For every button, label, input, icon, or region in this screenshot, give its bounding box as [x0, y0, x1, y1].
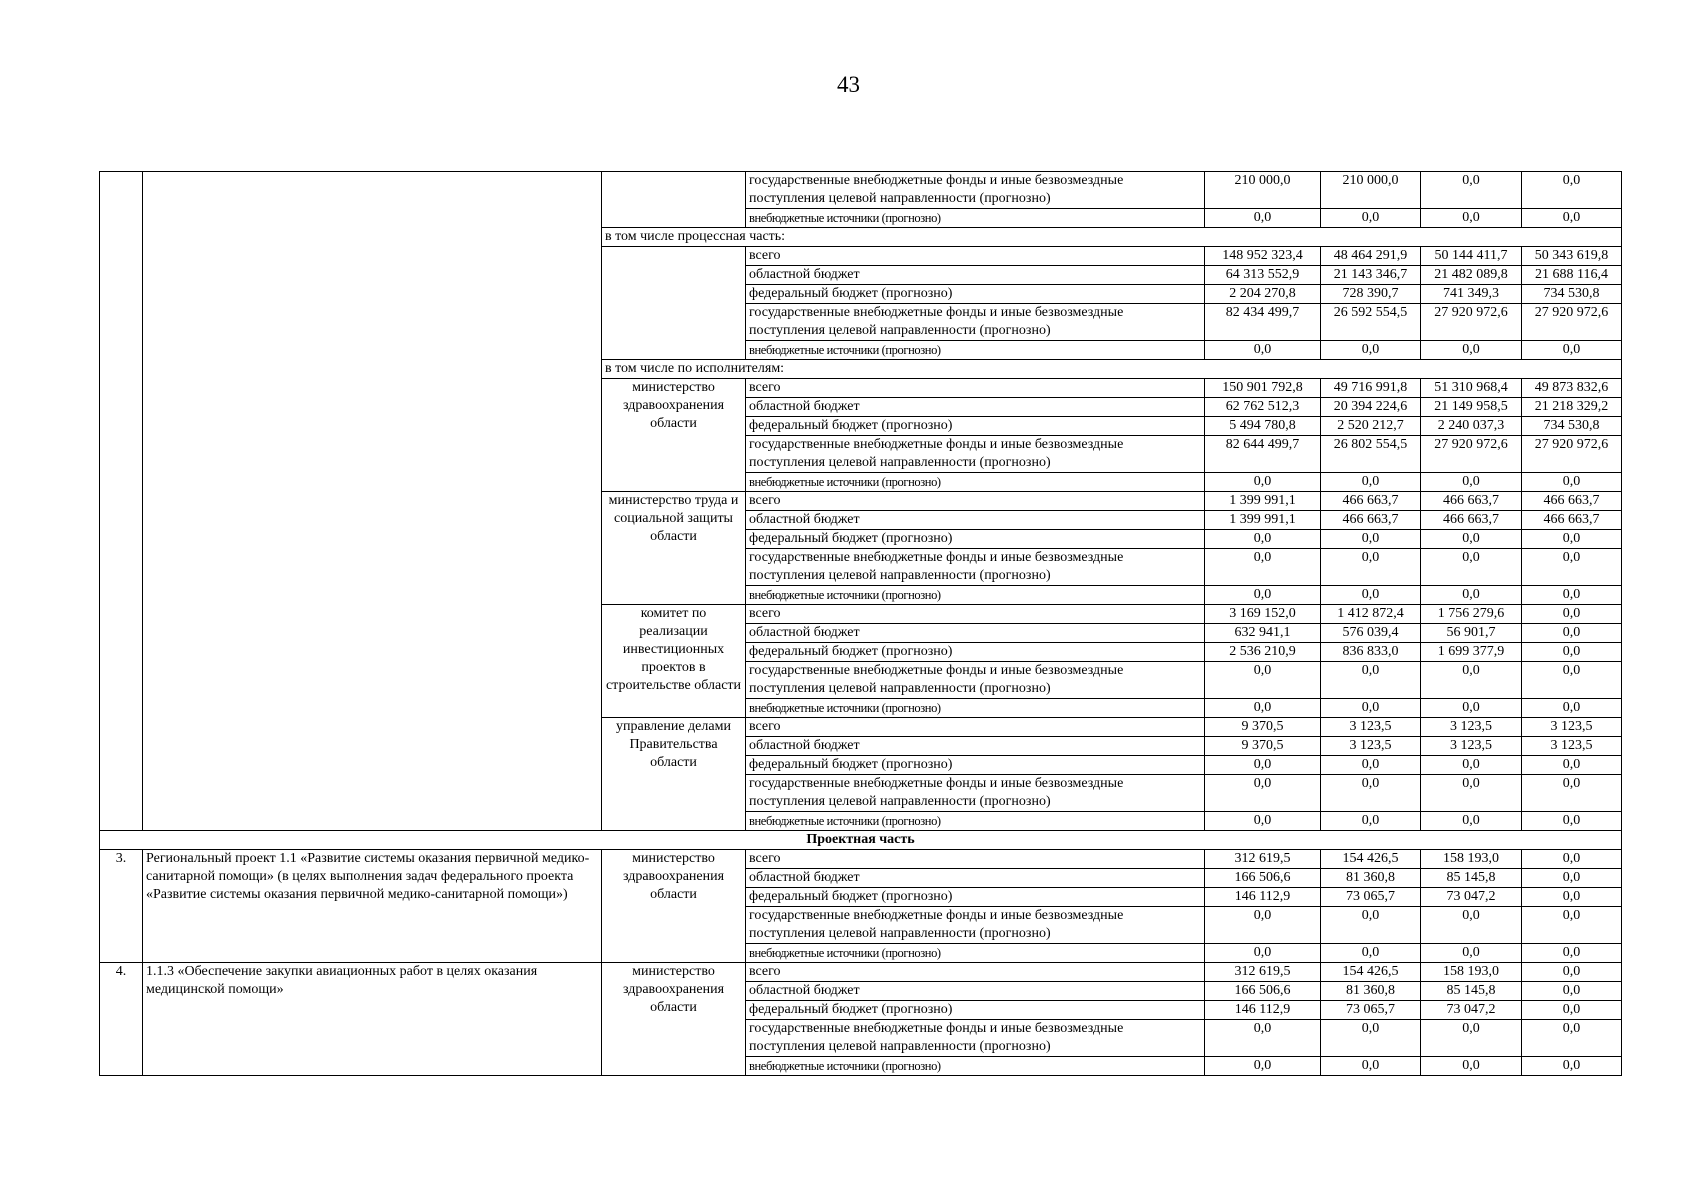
- value-col-2: 0,0: [1321, 812, 1421, 831]
- value-col-1: 0,0: [1205, 944, 1321, 963]
- value-col-4: 734 530,8: [1522, 417, 1622, 436]
- value-col-1: 3 169 152,0: [1205, 605, 1321, 624]
- value-col-2: 466 663,7: [1321, 511, 1421, 530]
- category-offbudget: внебюджетные источники (прогнозно): [746, 699, 1205, 718]
- value-col-2: 26 802 554,5: [1321, 436, 1421, 473]
- value-col-2: 26 592 554,5: [1321, 304, 1421, 341]
- value-col-4: 0,0: [1522, 963, 1622, 982]
- value-col-1: 146 112,9: [1205, 888, 1321, 907]
- value-col-2: 73 065,7: [1321, 888, 1421, 907]
- value-col-3: 50 144 411,7: [1421, 247, 1522, 266]
- executor-investment: комитет по реализации инвестиционных проектов в строительстве области: [602, 605, 746, 718]
- category-federal: федеральный бюджет (прогнозно): [746, 285, 1205, 304]
- value-col-2: 3 123,5: [1321, 718, 1421, 737]
- value-col-1: 0,0: [1205, 699, 1321, 718]
- value-col-1: 146 112,9: [1205, 1001, 1321, 1020]
- value-col-4: 0,0: [1522, 662, 1622, 699]
- value-col-2: 0,0: [1321, 699, 1421, 718]
- category-total: всего: [746, 850, 1205, 869]
- value-col-1: 166 506,6: [1205, 869, 1321, 888]
- value-col-1: 2 536 210,9: [1205, 643, 1321, 662]
- value-col-1: 82 644 499,7: [1205, 436, 1321, 473]
- value-col-3: 0,0: [1421, 209, 1522, 228]
- category-federal: федеральный бюджет (прогнозно): [746, 530, 1205, 549]
- category-regional: областной бюджет: [746, 624, 1205, 643]
- value-col-2: 0,0: [1321, 473, 1421, 492]
- value-col-1: 1 399 991,1: [1205, 511, 1321, 530]
- value-col-3: 1 699 377,9: [1421, 643, 1522, 662]
- value-col-4: 0,0: [1522, 775, 1622, 812]
- category-offbudget: внебюджетные источники (прогнозно): [746, 473, 1205, 492]
- category-federal: федеральный бюджет (прогнозно): [746, 1001, 1205, 1020]
- value-col-3: 21 482 089,8: [1421, 266, 1522, 285]
- category-offbudget: внебюджетные источники (прогнозно): [746, 209, 1205, 228]
- value-col-4: 0,0: [1522, 982, 1622, 1001]
- value-col-3: 0,0: [1421, 172, 1522, 209]
- value-col-4: 0,0: [1522, 812, 1622, 831]
- executor-cell-empty: [602, 172, 746, 228]
- value-col-1: 0,0: [1205, 812, 1321, 831]
- category-federal: федеральный бюджет (прогнозно): [746, 417, 1205, 436]
- value-col-3: 3 123,5: [1421, 718, 1522, 737]
- category-regional: областной бюджет: [746, 266, 1205, 285]
- category-funds: государственные внебюджетные фонды и иные безвозмездные поступления целевой направленности (прогнозно): [746, 662, 1205, 699]
- value-col-2: 0,0: [1321, 1057, 1421, 1076]
- value-col-3: 0,0: [1421, 341, 1522, 360]
- value-col-2: 81 360,8: [1321, 982, 1421, 1001]
- value-col-4: 0,0: [1522, 1001, 1622, 1020]
- executor-health: министерство здравоохранения области: [602, 850, 746, 963]
- value-col-1: 62 762 512,3: [1205, 398, 1321, 417]
- category-regional: областной бюджет: [746, 737, 1205, 756]
- value-col-2: 1 412 872,4: [1321, 605, 1421, 624]
- value-col-1: 0,0: [1205, 662, 1321, 699]
- value-col-3: 85 145,8: [1421, 869, 1522, 888]
- value-col-2: 0,0: [1321, 756, 1421, 775]
- value-col-2: 0,0: [1321, 944, 1421, 963]
- category-federal: федеральный бюджет (прогнозно): [746, 643, 1205, 662]
- value-col-1: 312 619,5: [1205, 963, 1321, 982]
- value-col-3: 27 920 972,6: [1421, 436, 1522, 473]
- item-number: 3.: [100, 850, 143, 963]
- value-col-1: 82 434 499,7: [1205, 304, 1321, 341]
- value-col-4: 0,0: [1522, 586, 1622, 605]
- value-col-4: 50 343 619,8: [1522, 247, 1622, 266]
- value-col-3: 0,0: [1421, 662, 1522, 699]
- value-col-4: 0,0: [1522, 907, 1622, 944]
- value-col-4: 466 663,7: [1522, 492, 1622, 511]
- value-col-4: 21 688 116,4: [1522, 266, 1622, 285]
- value-col-2: 73 065,7: [1321, 1001, 1421, 1020]
- budget-table: [99, 171, 1622, 1076]
- value-col-3: 56 901,7: [1421, 624, 1522, 643]
- category-offbudget: внебюджетные источники (прогнозно): [746, 341, 1205, 360]
- value-col-1: 9 370,5: [1205, 718, 1321, 737]
- value-col-3: 158 193,0: [1421, 850, 1522, 869]
- category-funds: государственные внебюджетные фонды и иные безвозмездные поступления целевой направленности (прогнозно): [746, 172, 1205, 209]
- value-col-2: 81 360,8: [1321, 869, 1421, 888]
- value-col-2: 0,0: [1321, 341, 1421, 360]
- value-col-2: 21 143 346,7: [1321, 266, 1421, 285]
- value-col-2: 0,0: [1321, 1020, 1421, 1057]
- value-col-1: 0,0: [1205, 341, 1321, 360]
- value-col-3: 0,0: [1421, 549, 1522, 586]
- value-col-2: 0,0: [1321, 775, 1421, 812]
- category-funds: государственные внебюджетные фонды и иные безвозмездные поступления целевой направленности (прогнозно): [746, 304, 1205, 341]
- value-col-2: 0,0: [1321, 907, 1421, 944]
- value-col-2: 2 520 212,7: [1321, 417, 1421, 436]
- item-name: 1.1.3 «Обеспечение закупки авиационных работ в целях оказания медицинской помощи»: [143, 963, 602, 1076]
- value-col-3: 85 145,8: [1421, 982, 1522, 1001]
- executor-labor: министерство труда и социальной защиты области: [602, 492, 746, 605]
- value-col-4: 0,0: [1522, 209, 1622, 228]
- value-col-1: 632 941,1: [1205, 624, 1321, 643]
- value-col-2: 48 464 291,9: [1321, 247, 1421, 266]
- name-cell-empty: [143, 172, 602, 831]
- value-col-1: 2 204 270,8: [1205, 285, 1321, 304]
- page-number: 43: [837, 72, 860, 97]
- value-col-4: 0,0: [1522, 1057, 1622, 1076]
- value-col-3: 21 149 958,5: [1421, 398, 1522, 417]
- value-col-2: 154 426,5: [1321, 850, 1421, 869]
- executor-admin: управление делами Правительства области: [602, 718, 746, 831]
- value-col-4: 0,0: [1522, 888, 1622, 907]
- value-col-2: 466 663,7: [1321, 492, 1421, 511]
- value-col-4: 3 123,5: [1522, 737, 1622, 756]
- value-col-3: 0,0: [1421, 473, 1522, 492]
- value-col-3: 2 240 037,3: [1421, 417, 1522, 436]
- value-col-3: 0,0: [1421, 775, 1522, 812]
- value-col-1: 0,0: [1205, 1020, 1321, 1057]
- value-col-4: 3 123,5: [1522, 718, 1622, 737]
- value-col-4: 0,0: [1522, 341, 1622, 360]
- value-col-2: 154 426,5: [1321, 963, 1421, 982]
- value-col-4: 0,0: [1522, 172, 1622, 209]
- category-funds: государственные внебюджетные фонды и иные безвозмездные поступления целевой направленности (прогнозно): [746, 775, 1205, 812]
- value-col-2: 49 716 991,8: [1321, 379, 1421, 398]
- value-col-4: 0,0: [1522, 473, 1622, 492]
- category-regional: областной бюджет: [746, 511, 1205, 530]
- table-row: [100, 831, 1622, 850]
- value-col-3: 0,0: [1421, 756, 1522, 775]
- value-col-1: 166 506,6: [1205, 982, 1321, 1001]
- value-col-3: 0,0: [1421, 699, 1522, 718]
- category-total: всего: [746, 963, 1205, 982]
- category-total: всего: [746, 718, 1205, 737]
- value-col-1: 0,0: [1205, 1057, 1321, 1076]
- value-col-2: 0,0: [1321, 530, 1421, 549]
- table-row: [100, 963, 1622, 982]
- category-total: всего: [746, 492, 1205, 511]
- num-cell-empty: [100, 172, 143, 831]
- category-regional: областной бюджет: [746, 982, 1205, 1001]
- value-col-4: 0,0: [1522, 756, 1622, 775]
- value-col-1: 0,0: [1205, 473, 1321, 492]
- category-funds: государственные внебюджетные фонды и иные безвозмездные поступления целевой направленности (прогнозно): [746, 436, 1205, 473]
- value-col-2: 0,0: [1321, 586, 1421, 605]
- value-col-4: 0,0: [1522, 699, 1622, 718]
- value-col-2: 0,0: [1321, 209, 1421, 228]
- category-total: всего: [746, 605, 1205, 624]
- value-col-4: 0,0: [1522, 1020, 1622, 1057]
- value-col-3: 27 920 972,6: [1421, 304, 1522, 341]
- table-row: [100, 850, 1622, 869]
- category-funds: государственные внебюджетные фонды и иные безвозмездные поступления целевой направленности (прогнозно): [746, 1020, 1205, 1057]
- table-row: [100, 172, 1622, 209]
- value-col-3: 3 123,5: [1421, 737, 1522, 756]
- value-col-4: 0,0: [1522, 643, 1622, 662]
- value-col-3: 73 047,2: [1421, 1001, 1522, 1020]
- category-offbudget: внебюджетные источники (прогнозно): [746, 812, 1205, 831]
- value-col-4: 0,0: [1522, 869, 1622, 888]
- value-col-3: 0,0: [1421, 812, 1522, 831]
- value-col-2: 836 833,0: [1321, 643, 1421, 662]
- value-col-4: 466 663,7: [1522, 511, 1622, 530]
- value-col-2: 210 000,0: [1321, 172, 1421, 209]
- value-col-4: 0,0: [1522, 624, 1622, 643]
- value-col-2: 576 039,4: [1321, 624, 1421, 643]
- value-col-1: 148 952 323,4: [1205, 247, 1321, 266]
- value-col-2: 20 394 224,6: [1321, 398, 1421, 417]
- value-col-3: 0,0: [1421, 1057, 1522, 1076]
- value-col-3: 0,0: [1421, 530, 1522, 549]
- category-federal: федеральный бюджет (прогнозно): [746, 756, 1205, 775]
- value-col-3: 741 349,3: [1421, 285, 1522, 304]
- value-col-4: 21 218 329,2: [1522, 398, 1622, 417]
- value-col-1: 0,0: [1205, 209, 1321, 228]
- item-name: Региональный проект 1.1 «Развитие системы оказания первичной медико-санитарной помощи» (в целях выполнения задач федерального проекта «Развитие системы оказания первичной медико-санитарной помощи»): [143, 850, 602, 963]
- executor-cell-empty: [602, 247, 746, 360]
- value-col-1: 312 619,5: [1205, 850, 1321, 869]
- value-col-3: 1 756 279,6: [1421, 605, 1522, 624]
- value-col-2: 0,0: [1321, 549, 1421, 586]
- value-col-1: 0,0: [1205, 775, 1321, 812]
- value-col-4: 0,0: [1522, 530, 1622, 549]
- category-offbudget: внебюджетные источники (прогнозно): [746, 586, 1205, 605]
- process-part-label: в том числе процессная часть:: [602, 228, 1622, 247]
- value-col-4: 27 920 972,6: [1522, 304, 1622, 341]
- value-col-2: 728 390,7: [1321, 285, 1421, 304]
- value-col-3: 73 047,2: [1421, 888, 1522, 907]
- value-col-2: 3 123,5: [1321, 737, 1421, 756]
- value-col-4: 0,0: [1522, 549, 1622, 586]
- value-col-1: 210 000,0: [1205, 172, 1321, 209]
- value-col-4: 734 530,8: [1522, 285, 1622, 304]
- value-col-1: 0,0: [1205, 549, 1321, 586]
- value-col-1: 64 313 552,9: [1205, 266, 1321, 285]
- value-col-1: 0,0: [1205, 530, 1321, 549]
- value-col-3: 0,0: [1421, 586, 1522, 605]
- value-col-4: 49 873 832,6: [1522, 379, 1622, 398]
- value-col-3: 0,0: [1421, 907, 1522, 944]
- value-col-1: 0,0: [1205, 586, 1321, 605]
- value-col-1: 1 399 991,1: [1205, 492, 1321, 511]
- category-offbudget: внебюджетные источники (прогнозно): [746, 1057, 1205, 1076]
- value-col-4: 0,0: [1522, 605, 1622, 624]
- value-col-1: 0,0: [1205, 756, 1321, 775]
- category-regional: областной бюджет: [746, 869, 1205, 888]
- value-col-1: 0,0: [1205, 907, 1321, 944]
- value-col-4: 27 920 972,6: [1522, 436, 1622, 473]
- value-col-1: 5 494 780,8: [1205, 417, 1321, 436]
- value-col-3: 51 310 968,4: [1421, 379, 1522, 398]
- category-total: всего: [746, 379, 1205, 398]
- value-col-3: 158 193,0: [1421, 963, 1522, 982]
- category-total: всего: [746, 247, 1205, 266]
- category-federal: федеральный бюджет (прогнозно): [746, 888, 1205, 907]
- value-col-1: 9 370,5: [1205, 737, 1321, 756]
- by-executors-label: в том числе по исполнителям:: [602, 360, 1622, 379]
- executor-health: министерство здравоохранения области: [602, 963, 746, 1076]
- item-number: 4.: [100, 963, 143, 1076]
- project-part-heading: Проектная часть: [100, 831, 1622, 850]
- value-col-3: 466 663,7: [1421, 511, 1522, 530]
- executor-health: министерство здравоохранения области: [602, 379, 746, 492]
- category-funds: государственные внебюджетные фонды и иные безвозмездные поступления целевой направленности (прогнозно): [746, 907, 1205, 944]
- value-col-1: 150 901 792,8: [1205, 379, 1321, 398]
- value-col-3: 0,0: [1421, 1020, 1522, 1057]
- value-col-4: 0,0: [1522, 850, 1622, 869]
- category-funds: государственные внебюджетные фонды и иные безвозмездные поступления целевой направленности (прогнозно): [746, 549, 1205, 586]
- value-col-3: 466 663,7: [1421, 492, 1522, 511]
- value-col-4: 0,0: [1522, 944, 1622, 963]
- category-offbudget: внебюджетные источники (прогнозно): [746, 944, 1205, 963]
- category-regional: областной бюджет: [746, 398, 1205, 417]
- value-col-2: 0,0: [1321, 662, 1421, 699]
- value-col-3: 0,0: [1421, 944, 1522, 963]
